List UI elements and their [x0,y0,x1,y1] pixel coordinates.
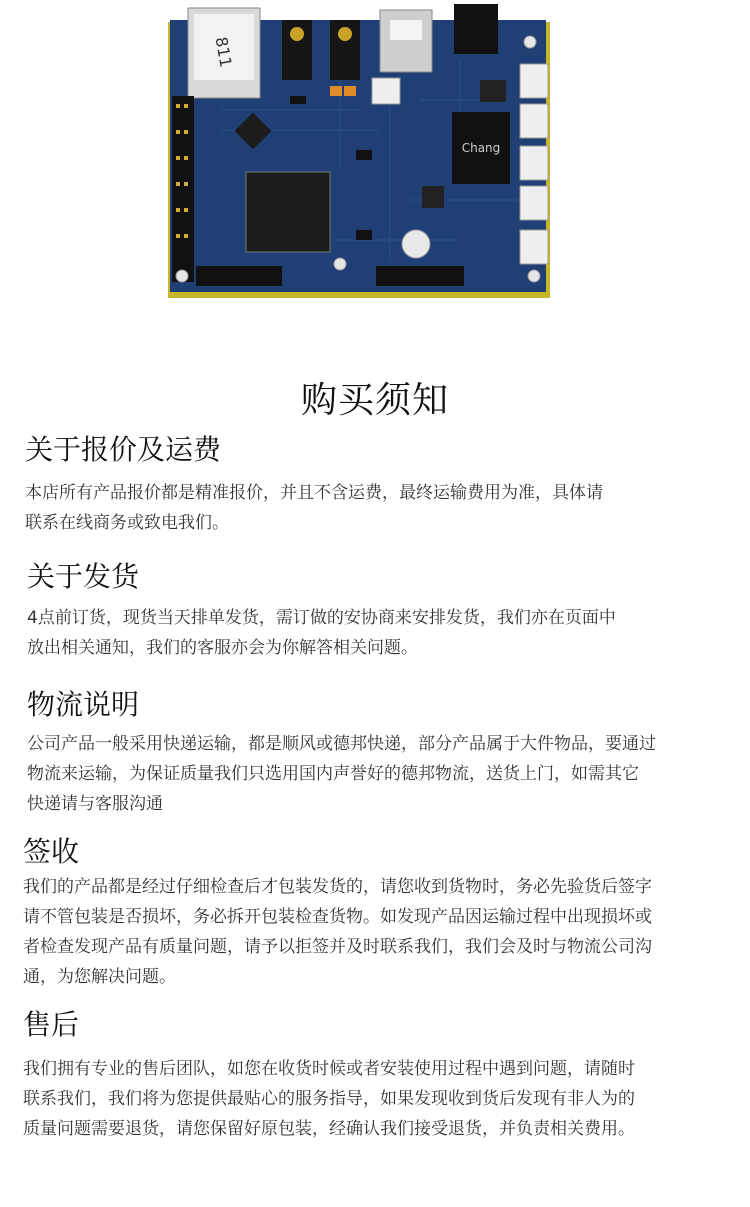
text-line: 请不管包装是否损坏，务必拆开包装检查货物。如发现产品因运输过程中出现损坏或 [23,907,652,927]
product-photo-circuit-board [160,0,560,300]
section-heading-logistics: 物流说明 [27,688,140,721]
text-line: 物流来运输，为保证质量我们只选用国内声誉好的德邦物流，送货上门，如需其它 [27,764,639,784]
section-heading-receipt: 签收 [23,835,80,868]
section-body-pricing [25,478,603,538]
sticker-label: 811 [211,35,236,69]
board-label: Chang [461,141,501,155]
page-title: 购买须知 [300,380,449,421]
text-line: 质量问题需要退货，请您保留好原包装，经确认我们接受退货，并负责相关费用。 [23,1119,635,1139]
text-line: 我们的产品都是经过仔细检查后才包装发货的，请您收到货物时，务必先验货后签字 [23,877,652,897]
section-body-shipping [27,603,616,663]
section-heading-after-sales: 售后 [23,1008,80,1041]
text-line: 公司产品一般采用快递运输，都是顺风或德邦快递，部分产品属于大件物品，要通过 [27,734,656,754]
section-body-after-sales [23,1054,635,1144]
section-heading-shipping: 关于发货 [27,560,140,593]
text-line: 联系我们，我们将为您提供最贴心的服务指导，如果发现收到货后发现有非人为的 [23,1089,635,1109]
text-line: 者检查发现产品有质量问题，请予以拒签并及时联系我们，我们会及时与物流公司沟 [23,937,652,957]
text-line: 本店所有产品报价都是精准报价，并且不含运费，最终运输费用为准，具体请 [25,483,603,503]
section-body-logistics [27,729,656,819]
circuit-board-illustration [160,0,560,300]
text-line: 通，为您解决问题。 [23,967,176,987]
text-line: 快递请与客服沟通 [27,794,163,814]
text-line: 我们拥有专业的售后团队，如您在收货时候或者安装使用过程中遇到问题，请随时 [23,1059,635,1079]
text-line: 4点前订货，现货当天排单发货，需订做的安协商来安排发货，我们亦在页面中 [27,608,616,628]
text-line: 放出相关通知，我们的客服亦会为你解答相关问题。 [27,638,418,658]
section-heading-pricing: 关于报价及运费 [25,433,222,466]
text-line: 联系在线商务或致电我们。 [25,513,229,533]
section-body-receipt [23,872,652,992]
